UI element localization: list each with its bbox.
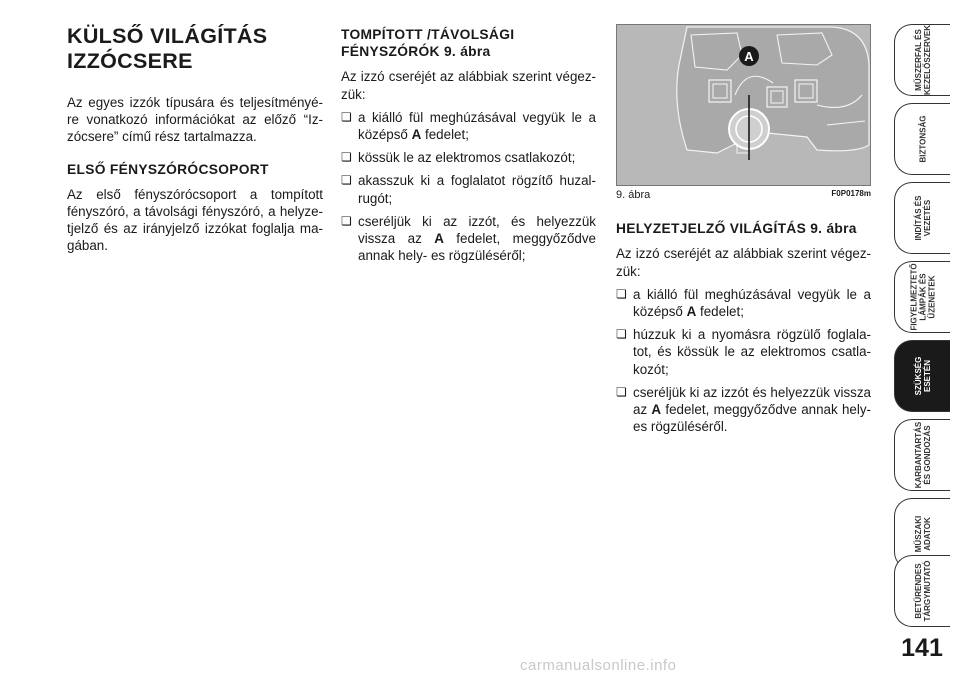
tab-starting-driving[interactable]: INDÍTÁS ÉS VEZETÉS xyxy=(894,182,950,254)
headlamp-illustration xyxy=(617,25,871,186)
figure-caption-row xyxy=(616,187,871,204)
column-1 xyxy=(67,24,323,270)
tab-maintenance[interactable]: KARBANTARTÁS ÉS GONDOZÁS xyxy=(894,419,950,491)
list-item: ❏ cseréljük ki az izzót, és helyezzük vissza az A fedelet, meggyőződve annak hely- es rögzüléséről; xyxy=(341,213,596,265)
tab-index[interactable]: BETŰRENDES TÁRGYMUTATÓ xyxy=(894,555,950,627)
page-title: KÜLSŐ VILÁGÍTÁS IZZÓCSERE xyxy=(67,24,268,73)
dipped-intro-paragraph: Az izzó cseréjét az alábbiak szerint végez- zük: xyxy=(341,69,596,102)
figure-code: F0P0178m xyxy=(831,189,871,198)
tab-safety[interactable]: BIZTONSÁG xyxy=(894,103,950,175)
list-item: ❏ kössük le az elektromos csatlakozót; xyxy=(341,149,596,166)
intro-paragraph: Az egyes izzók típusára és teljesítményé- re vonatkozó információkat az előző “Iz- zócsere” című rész tartalmazza. xyxy=(67,95,323,145)
chapter-tabs xyxy=(894,0,960,677)
dipped-steps-list xyxy=(341,109,596,265)
list-item: ❏ húzzuk ki a nyomásra rögzülő foglala- tot, és kössük le az elektromos csatla- kozót; xyxy=(616,326,871,378)
tab-emergency[interactable]: SZÜKSÉG ESETÉN xyxy=(894,340,950,412)
page-number: 141 xyxy=(901,634,943,662)
section-heading-side-lights: HELYZETJELZŐ VILÁGÍTÁS 9. ábra xyxy=(616,221,857,237)
section-heading-front-lights: ELSŐ FÉNYSZÓRÓCSOPORT xyxy=(67,161,269,177)
side-lights-intro-paragraph: Az izzó cseréjét az alábbiak szerint végez- zük: xyxy=(616,246,871,279)
figure-label-a: A xyxy=(744,49,754,64)
figure-caption: 9. ábra xyxy=(616,189,651,201)
list-item: ❏ cseréljük ki az izzót és helyezzük vissza az A fedelet, meggyőződve annak hely- es rögzüléséről. xyxy=(616,384,871,436)
side-lights-steps-list xyxy=(616,286,871,436)
front-lights-paragraph: Az első fényszórócsoport a tompított fényszóró, a távolsági fényszóró, a helyze- tjelző és az irányjelző izzókat foglalja ma- gában. xyxy=(67,186,323,254)
watermark: carmanualsonline.info xyxy=(520,657,677,674)
column-3 xyxy=(616,24,871,441)
list-item: ❏ akasszuk ki a foglalatot rögzítő huzal- rugót; xyxy=(341,172,596,206)
headlamp-figure xyxy=(616,24,871,186)
column-2 xyxy=(341,24,596,270)
tab-technical-data[interactable]: MŰSZAKI ADATOK xyxy=(894,498,950,570)
list-item: ❏ a kiálló fül meghúzásával vegyük le a középső A fedelet; xyxy=(341,109,596,143)
tab-warning-lights[interactable]: FIGYELMEZTETŐ LÁMPÁK ÉS ÜZENETEK xyxy=(894,261,950,333)
tab-dashboard-controls[interactable]: MŰSZERFAL ÉS KEZELŐSZERVEK xyxy=(894,24,950,96)
section-heading-dipped-main-beam: TOMPÍTOTT /TÁVOLSÁGI FÉNYSZÓRÓK 9. ábra xyxy=(341,27,515,60)
list-item: ❏ a kiálló fül meghúzásával vegyük le a középső A fedelet; xyxy=(616,286,871,320)
